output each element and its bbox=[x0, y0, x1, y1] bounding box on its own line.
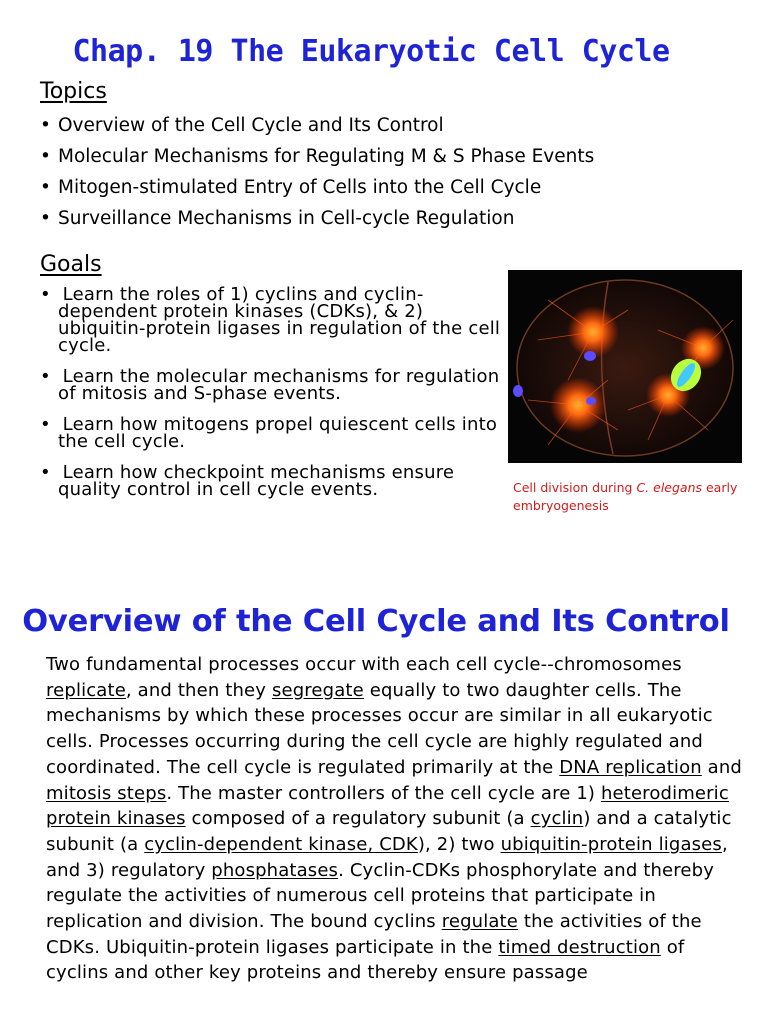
list-item: • Mitogen-stimulated Entry of Cells into the Cell Cycle bbox=[40, 177, 542, 198]
list-item: • Surveillance Mechanisms in Cell-cycle Regulation bbox=[40, 208, 515, 229]
topics-heading: Topics bbox=[40, 79, 107, 104]
topic-text: Mitogen-stimulated Entry of Cells into the Cell Cycle bbox=[58, 177, 542, 198]
topic-text: Overview of the Cell Cycle and Its Control bbox=[58, 115, 444, 136]
list-item: • Learn the roles of 1) cyclins and cyclin-dependent protein kinases (CDKs), & 2) ubiquitin-protein ligases in regulation of the cell cycle. bbox=[40, 284, 501, 356]
list-item: • Learn how checkpoint mechanisms ensure quality control in cell cycle events. bbox=[40, 462, 455, 500]
goal-text: Learn the roles of 1) cyclins and cyclin-dependent protein kinases (CDKs), & 2) ubiquitin-protein ligases in regulation of the cell cycle. bbox=[58, 284, 501, 356]
list-item: • Molecular Mechanisms for Regulating M & S Phase Events bbox=[40, 146, 595, 167]
list-item: • Learn how mitogens propel quiescent cells into the cell cycle. bbox=[40, 414, 498, 452]
figure-caption: Cell division during C. elegans early embryogenesis bbox=[513, 480, 738, 513]
topics-list bbox=[40, 113, 740, 237]
goals-heading: Goals bbox=[40, 252, 102, 277]
topic-text: Molecular Mechanisms for Regulating M & S Phase Events bbox=[58, 146, 595, 167]
section-title: Overview of the Cell Cycle and Its Control bbox=[22, 604, 730, 639]
topic-text: Surveillance Mechanisms in Cell-cycle Regulation bbox=[58, 208, 515, 229]
list-item: • Overview of the Cell Cycle and Its Control bbox=[40, 115, 444, 136]
overview-paragraph: Two fundamental processes occur with each cell cycle--chromosomes replicate, and then they segregate equally to two daughter cells. The mechanisms by which these processes occur are similar in all eukaryotic cells. Processes occurring during the cell cycle are highly regulated and coordinated. The cell cycle is regulated primarily at the DNA replication and mitosis steps. The master controllers of the cell cycle are 1) heterodimeric protein kinases composed of a regulatory subunit (a cyclin) and a catalytic subunit (a cyclin-dependent kinase, CDK), 2) two ubiquitin-protein ligases, and 3) regulatory phosphatases. Cyclin-CDKs phosphorylate and thereby regulate the activities of numerous cell proteins that participate in replication and division. The bound cyclins regulate the activities of the CDKs. Ubiquitin-protein ligases participate in the timed destruction of cyclins and other key proteins and thereby ensure passage bbox=[46, 654, 742, 984]
goal-text: Learn the molecular mechanisms for regulation of mitosis and S-phase events. bbox=[58, 366, 500, 404]
goal-text: Learn how mitogens propel quiescent cells into the cell cycle. bbox=[58, 414, 498, 452]
goal-text: Learn how checkpoint mechanisms ensure quality control in cell cycle events. bbox=[58, 462, 455, 500]
list-item: • Learn the molecular mechanisms for regulation of mitosis and S-phase events. bbox=[40, 366, 500, 404]
goals-list bbox=[40, 286, 510, 512]
embryo-micrograph bbox=[508, 270, 742, 463]
page-title: Chap. 19 The Eukaryotic Cell Cycle bbox=[72, 34, 670, 69]
